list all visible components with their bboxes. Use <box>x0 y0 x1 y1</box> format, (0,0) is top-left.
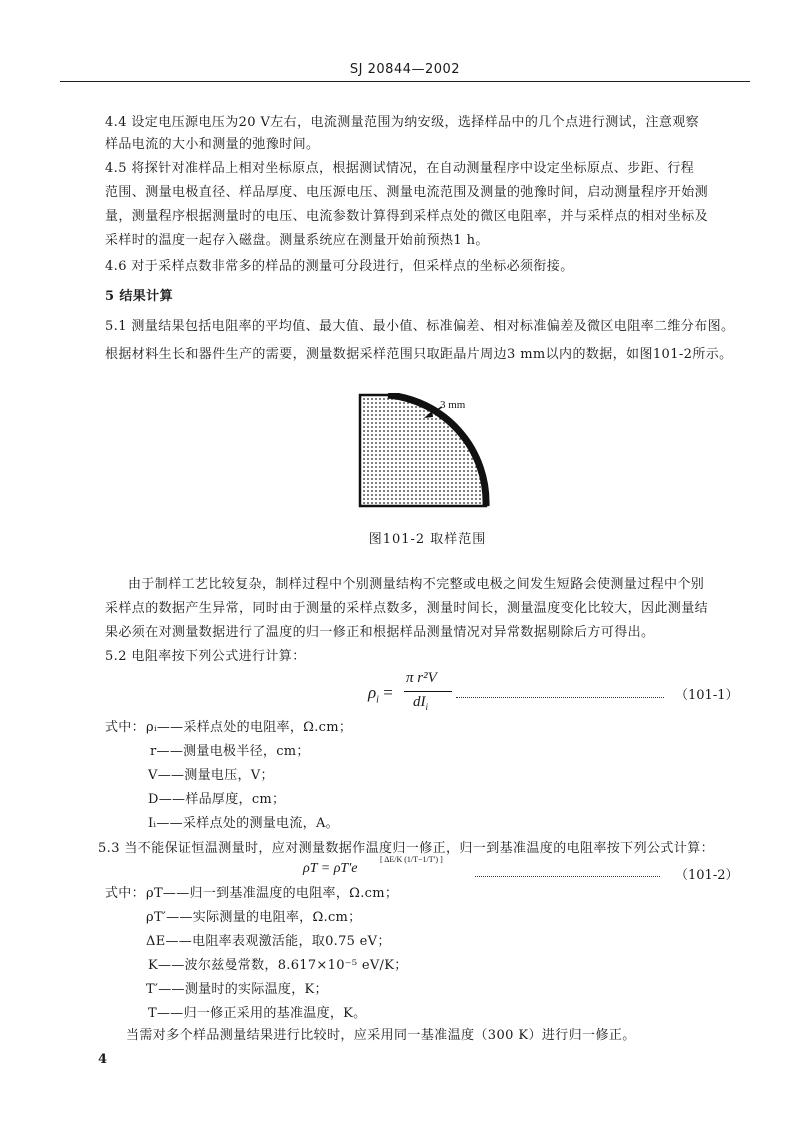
defs2-rho-t: ρT——归一到基准温度的电阻率，Ω.cm； <box>146 886 399 901</box>
defs2-intro: 式中： <box>105 886 145 901</box>
formula2-exponent: [ ΔE/K (1/T−1/T′) ] <box>380 855 443 864</box>
para-4-5-line4: 采样时的温度一起存入磁盘。测量系统应在测量开始前预热1 h。 <box>105 233 489 248</box>
defs2-t-prime: T′——测量时的实际温度，K； <box>146 982 328 997</box>
para-4-5-line1: 4.5 将探针对准样品上相对坐标原点，根据测试情况，在自动测量程序中设定坐标原点、步距、行程 <box>105 161 695 176</box>
fraction-bar <box>404 691 452 692</box>
para-after-fig-line1: 由于制样工艺比较复杂，制样过程中个别测量结构不完整或电极之间发生短路会使测量过程中个别 <box>128 577 705 592</box>
defs2-rho-t-prime: ρT′——实际测量的电阻率，Ω.cm； <box>146 910 362 925</box>
para-4-5-line3: 量，测量程序根据测量时的电压、电流参数计算得到采样点处的微区电阻率，并与采样点的相对坐标及 <box>105 209 709 224</box>
final-paragraph: 当需对多个样品测量结果进行比较时，应采用同一基准温度（300 K）进行归一修正。 <box>126 1028 636 1043</box>
formula2-body: ρT = ρT′e <box>303 861 358 876</box>
formula1-numerator: π r²V <box>406 670 437 686</box>
formula1-leader-dots <box>456 697 664 698</box>
formula1-den-sub: i <box>425 702 429 712</box>
para-4-6: 4.6 对于采样点数非常多的样品的测量可分段进行，但采样点的坐标必须衔接。 <box>105 259 574 274</box>
para-4-5-line2: 范围、测量电极直径、样品厚度、电压源电压、测量电流范围及测量的弛豫时间，启动测量程序开始测 <box>105 185 709 200</box>
formula1-lhs-sub: i <box>376 694 379 706</box>
formula2-number: （101-2） <box>675 868 739 883</box>
para-5-1-line1: 5.1 测量结果包括电阻率的平均值、最大值、最小值、标准偏差、相对标准偏差及微区电阻率二维分布图。 <box>105 319 735 334</box>
defs2-k: K——波尔兹曼常数，8.617×10⁻⁵ eV/K； <box>148 958 408 973</box>
formula1-number: （101-1） <box>675 688 739 703</box>
defs1-r: r——测量电极半径，cm； <box>150 744 310 759</box>
defs1-d: D——样品厚度，cm； <box>148 792 286 807</box>
para-5-3: 5.3 当不能保证恒温测量时，应对测量数据作温度归一修正，归一到基准温度的电阻率按下列公式计算： <box>98 841 715 856</box>
defs1-intro: 式中： <box>105 720 145 735</box>
para-5-2: 5.2 电阻率按下列公式进行计算： <box>105 649 306 664</box>
para-after-fig-line2: 采样点的数据产生异常，同时由于测量的采样点数多，测量时间长，测量温度变化比较大，因此测量结 <box>105 601 709 616</box>
formula1-eq: = <box>383 683 393 702</box>
formula1-denominator: dI <box>413 694 426 710</box>
sampling-range-figure <box>358 393 498 508</box>
para-after-fig-line3: 果必须在对测量数据进行了温度的归一修正和根据样品测量情况对异常数据剔除后方可得出。 <box>105 625 655 640</box>
formula1-lhs: ρ <box>368 683 377 702</box>
page-number: 4 <box>98 1052 108 1067</box>
defs1-v: V——测量电压，V； <box>148 768 274 783</box>
defs1-rho-i: ρᵢ——采样点处的电阻率，Ω.cm； <box>146 720 353 735</box>
para-4-4-line1: 4.4 设定电压源电压为20 V左右，电流测量范围为纳安级，选择样品中的几个点进行测试，注意观察 <box>105 115 700 130</box>
defs2-t: T——归一修正采用的基准温度，K。 <box>148 1006 367 1021</box>
defs2-delta-e: ΔE——电阻率表观激活能，取0.75 eV； <box>146 934 391 949</box>
figure-label-3mm: 3 mm <box>440 399 466 411</box>
para-5-1-line2: 根据材料生长和器件生产的需要，测量数据采样范围只取距晶片周边3 mm以内的数据，如图101-2所示。 <box>105 347 733 362</box>
figure-caption: 图101-2 取样范围 <box>368 532 487 547</box>
page-header: SJ 20844—2002 <box>60 62 750 82</box>
para-4-4-line2: 样品电流的大小和测量的弛豫时间。 <box>105 137 320 152</box>
formula2-leader-dots <box>475 876 660 877</box>
defs1-i: Iᵢ——采样点处的测量电流，A。 <box>148 816 339 831</box>
section-5-heading: 5 结果计算 <box>105 289 173 304</box>
